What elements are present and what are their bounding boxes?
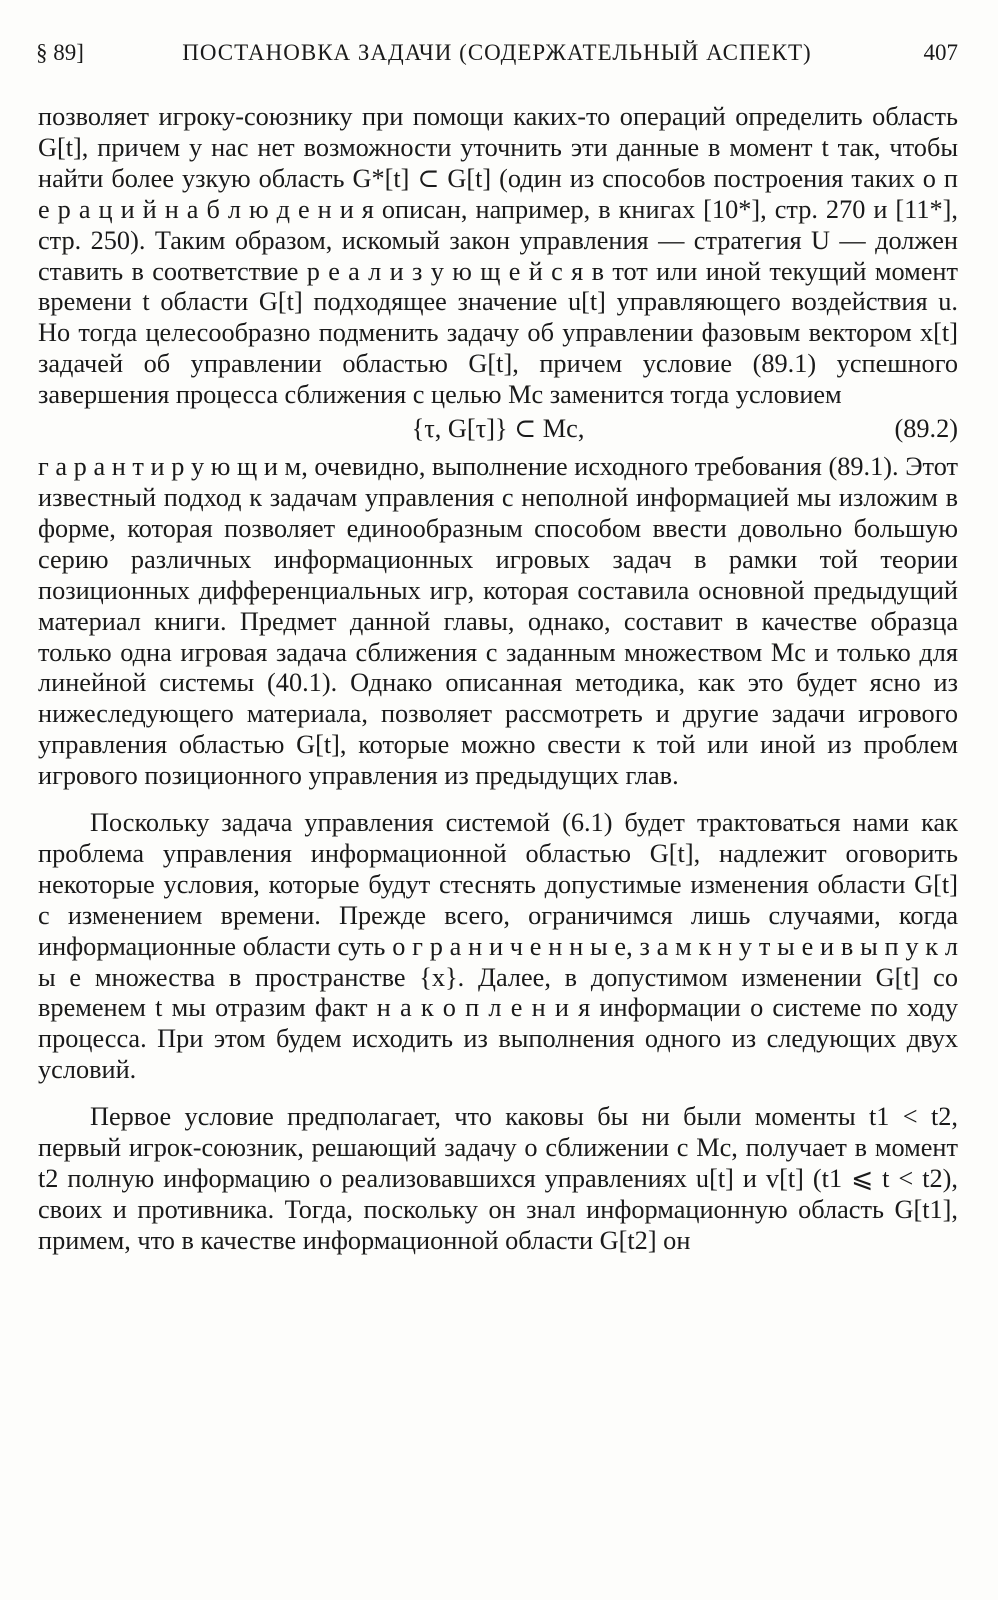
equation-expression: {τ, G[τ]} ⊂ Mc, [411,414,585,444]
paragraph-3: Поскольку задача управления системой (6.1) будет трактоваться нами как проблема управления информационной областью G[t], надлежит оговорить некоторые условия, которые будут стеснять допустимые изменения области G[t] с изменением времени. Прежде всего, ограничимся лишь случаями, когда информационные области суть о г р а н и ч е н н ы е, з а м к н у т ы е и в ы п у к л ы е множества в пространстве {x}. Далее, в допустимом изменении G[t] со временем t мы отразим факт н а к о п л е н и я информации о системе по ходу процесса. При этом будем исходить из выполнения одного из следующих двух условий. [38,808,958,1085]
page-number: 407 [923,40,958,65]
paragraph-4: Первое условие предполагает, что каковы бы ни были моменты t1 < t2, первый игрок-союзник, решающий задачу о сближении с Mc, получает в момент t2 полную информацию о реализовавшихся управлениях u[t] и v[t] (t1 ⩽ t < t2), своих и противника. Тогда, поскольку он знал информационную область G[t1], примем, что в качестве информационной области G[t2] он [38,1102,958,1255]
equation-number: (89.2) [894,414,958,444]
section-number: § 89] [36,40,84,65]
equation-89-2 [38,414,958,447]
running-header [36,40,958,80]
paragraph-1: позволяет игроку-союзнику при помощи каких-то операций определить область G[t], причем у нас нет возможности уточнить эти данные в момент t так, чтобы найти более узкую область G*[t] ⊂ G[t] (один из способов построения таких о п е р а ц и й н а б л ю д е н и я описан, например, в книгах [10*], стр. 270 и [11*], стр. 250). Таким образом, искомый закон управления — стратегия U — должен ставить в соответствие р е а л и з у ю щ е й с я в тот или иной текущий момент времени t области G[t] подходящее значение u[t] управляющего воздействия u. Но тогда целесообразно подменить задачу об управлении фазовым вектором x[t] задачей об управлении областью G[t], причем условие (89.1) успешного завершения процесса сближения с целью Mc заменится тогда условием [38,102,958,410]
paragraph-2: г а р а н т и р у ю щ и м, очевидно, выполнение исходного требования (89.1). Этот известный подход к задачам управления с неполной информацией мы изложим в форме, которая позволяет единообразным способом ввести довольно большую серию различных информационных игровых задач в рамки той теории позиционных дифференциальных игр, которая составила основной предыдущий материал книги. Предмет данной главы, однако, составит в качестве образца только одна игровая задача сближения с заданным множеством Mc и только для линейной системы (40.1). Однако описанная методика, как это будет ясно из нижеследующего материала, позволяет рассмотреть и другие задачи игрового управления областью G[t], которые можно свести к той или иной из проблем игрового позиционного управления из предыдущих глав. [38,452,958,791]
page-body [38,102,958,1257]
running-title: ПОСТАНОВКА ЗАДАЧИ (СОДЕРЖАТЕЛЬНЫЙ АСПЕКТ) [182,40,812,65]
